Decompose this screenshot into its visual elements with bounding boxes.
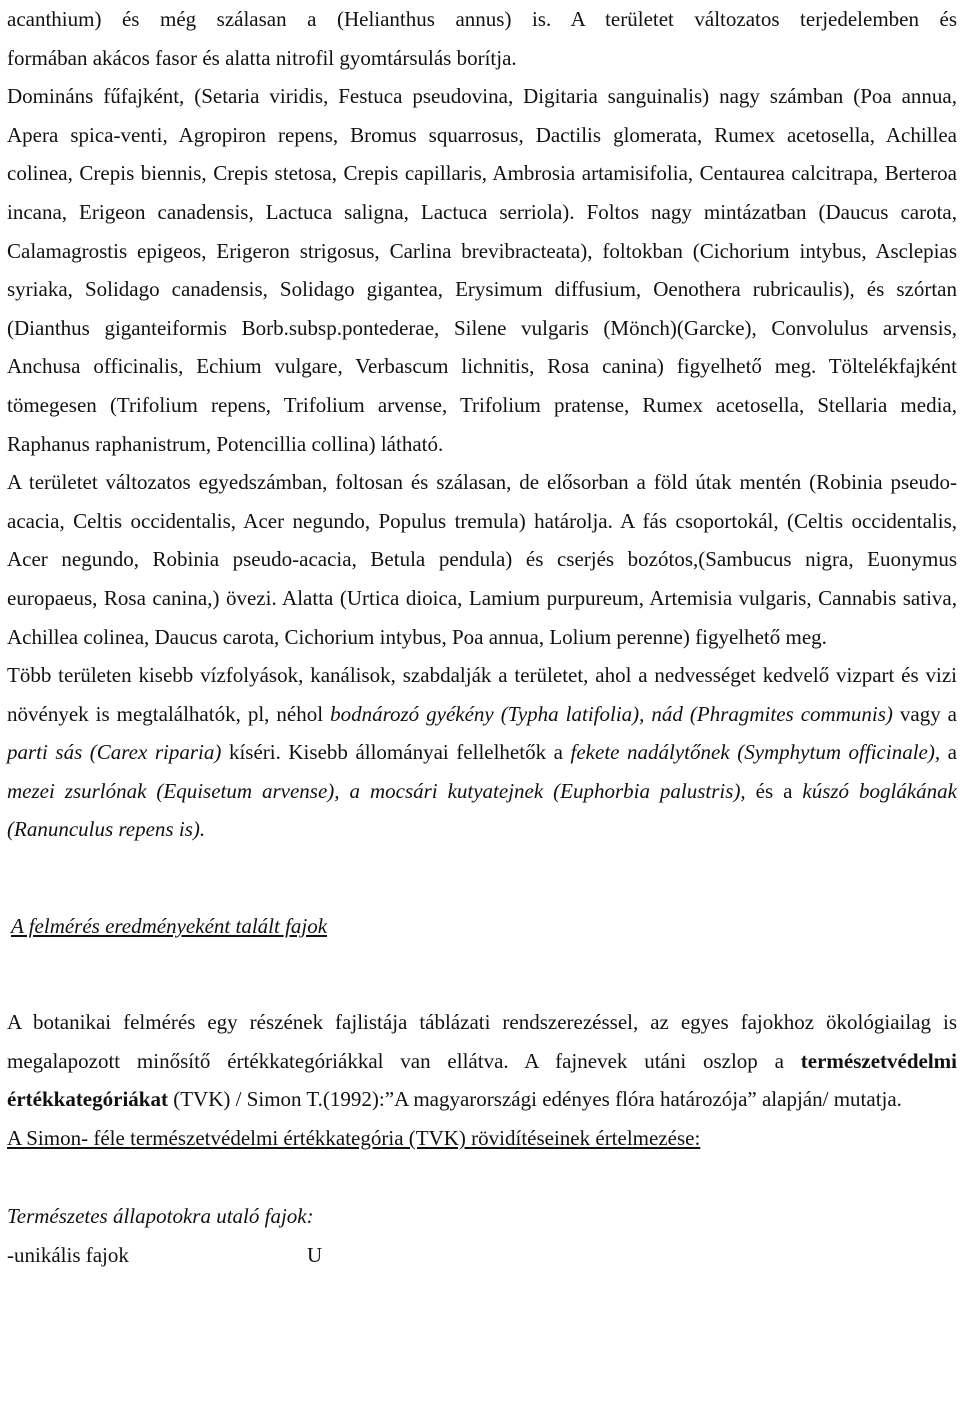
text-run: kíséri. Kisebb állományai fellelhetők a bbox=[221, 740, 571, 765]
text-run: és a bbox=[745, 778, 803, 803]
paragraph-trees: A területet változatos egyedszámban, foltosan és szálasan, de elősorban a föld útak mentén (Robinia pseudo-acacia, Celtis occidentalis, Acer negundo, Populus tremula) határolja. A fás csoportokál, (Celtis occidentalis, Acer negundo, Robinia pseudo-acacia, Betula pendula) és cserjés bozótos,(Sambucus nigra, Euonymus europaeus, Rosa canina,) övezi. Alatta (Urtica dioica, Lamium purpureum, Artemisia vulgaris, Cannabis sativa, Achillea colinea, Daucus carota, Cichorium intybus, Poa annua, Lolium perenne) figyelhető meg. bbox=[7, 470, 957, 649]
italic-run: parti sás (Carex riparia) bbox=[7, 740, 222, 765]
bold-run: természetvédelmi értékkategóriákat bbox=[7, 1048, 957, 1112]
category-name: -unikális fajok bbox=[7, 1243, 129, 1268]
spacer bbox=[7, 1157, 957, 1197]
spacer bbox=[7, 945, 957, 1003]
text-run: Több területen kisebb vízfolyások, kanálisok, szabdalják a területet, ahol a nedvességet kedvelő vizpart és vizi növények is megtalálhatók, pl, néhol bbox=[7, 663, 957, 726]
italic-run: mezei zsurlónak (Equisetum arvense), a mocsári kutyatejnek (Euphorbia palustris), bbox=[7, 778, 746, 803]
document-page bbox=[7, 0, 957, 1274]
paragraph1-line2: formában akácos fasor és alatta nitrofil gyomtársulás borítja. bbox=[7, 45, 517, 70]
italic-run: fekete nadálytőnek (Symphytum officinale), bbox=[570, 740, 941, 765]
text-run: a bbox=[940, 740, 957, 765]
text-run: (TVK) / Simon T.(1992):”A magyarországi edényes flóra határozója” alapján/ mutatja. bbox=[167, 1087, 902, 1112]
paragraph-botanical-survey bbox=[7, 1003, 957, 1119]
category-title: Természetes állapotokra utaló fajok: bbox=[7, 1204, 314, 1229]
section-heading: A felmérés eredményeként talált fajok bbox=[11, 914, 328, 939]
paragraph1-line1: acanthium) és még szálasan a (Helianthus annus) is. A területet változatos terjedelemben és bbox=[7, 7, 957, 31]
spacer bbox=[7, 849, 957, 907]
italic-run: kúszó boglákának (Ranunculus repens is). bbox=[7, 778, 957, 842]
italic-run: bodnározó gyékény (Typha latifolia), nád (Phragmites communis) bbox=[330, 701, 893, 726]
text-run: vagy a bbox=[892, 701, 958, 726]
subheading-tvk: A Simon- féle természetvédelmi értékkategória (TVK) rövidítéseinek értelmezése: bbox=[7, 1125, 701, 1150]
paragraph-grasses: Domináns fűfajként, (Setaria viridis, Festuca pseudovina, Digitaria sanguinalis) nagy számban (Poa annua, Apera spica-venti, Agropiron repens, Bromus squarrosus, Dactilis glomerata, Rumex acetosella, Achillea colinea, Crepis biennis, Crepis stetosa, Crepis capillaris, Ambrosia artamisifolia, Centaurea calcitrapa, Berteroa incana, Erigeon canadensis, Lactuca saligna, Lactuca serriola). Foltos nagy mintázatban (Daucus carota, Calamagrostis epigeos, Erigeron strigosus, Carlina brevibracteata), foltokban (Cichorium intybus, Asclepias syriaka, Solidago canadensis, Solidago gigantea, Erysimum diffusium, Oenothera rubricaulis), és szórtan (Dianthus giganteiformis Borb.subsp.pontederae, Silene vulgaris (Mönch)(Garcke), Convolulus arvensis, Anchusa officinalis, Echium vulgare, Verbascum lichnitis, Rosa canina) figyelhető meg. Töltelékfajként tömegesen (Trifolium repens, Trifolium arvense, Trifolium pratense, Rumex acetosella, Stellaria media, Raphanus raphanistrum, Potencillia collina) látható. bbox=[7, 84, 957, 456]
paragraph-waterside bbox=[7, 656, 957, 849]
category-code: U bbox=[307, 1243, 323, 1268]
text-run: A botanikai felmérés egy részének fajlistája táblázati rendszerezéssel, az egyes fajokhoz ökológiailag is megalapozott minősítő értékkategóriákkal van ellátva. A fajnevek utáni oszlop a bbox=[7, 1010, 957, 1073]
category-row bbox=[7, 1236, 957, 1274]
